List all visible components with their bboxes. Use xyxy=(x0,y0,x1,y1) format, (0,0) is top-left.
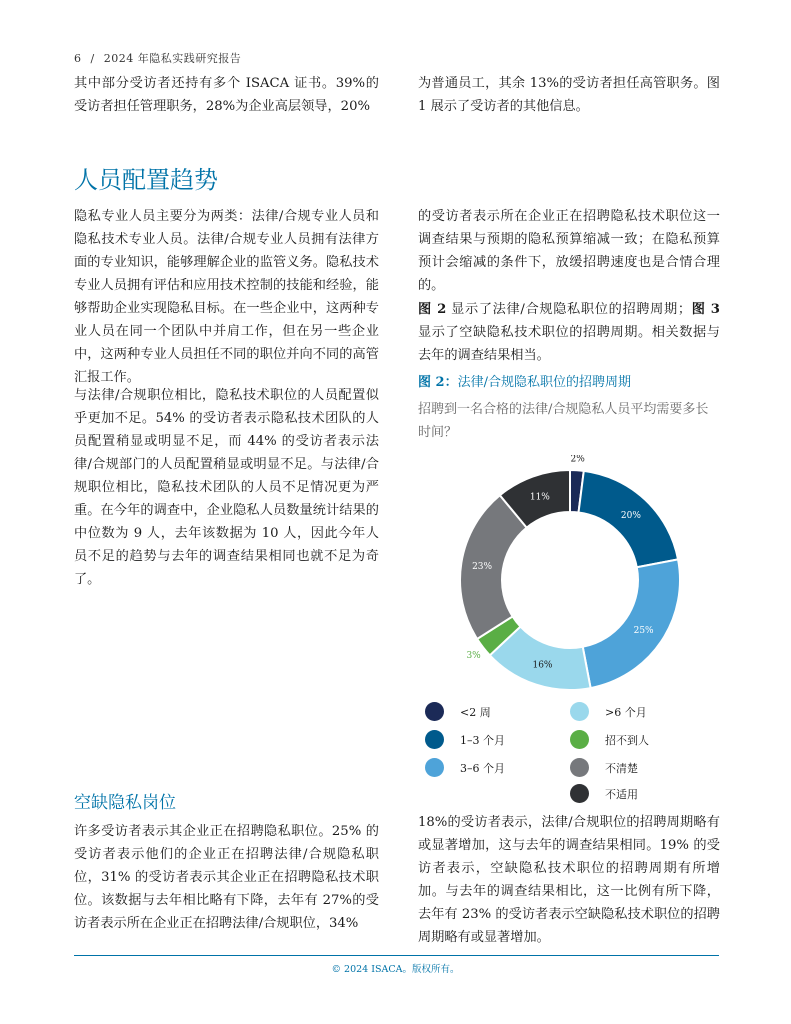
footer-divider xyxy=(74,955,719,956)
legend-item-unknown xyxy=(570,758,638,777)
legend-swatch xyxy=(425,702,444,721)
staffing-paragraph-1: 隐私专业人员主要分为两类：法律/合规专业人员和隐私技术专业人员。法律/合规专业人员拥有法律方面的专业知识，能够理解企业的监管义务。隐私技术专业人员拥有评估和应用技术控制的技能和经验，能够帮助企业实现隐私目标。在一些企业中，这两种专业人员在同一个团队中并肩工作，但在另一些企业中，这两种专业人员担任不同的职位并向不同的高管汇报工作。 xyxy=(74,209,379,385)
legend-item-unable-to-hire xyxy=(570,730,649,749)
figure3-ref-text: 显示了空缺隐私技术职位的招聘周期。相关数据与去年的调查结果相当。 xyxy=(418,325,720,363)
slice-under-2-weeks-label: 2% xyxy=(570,455,585,465)
staffing-paragraph-2: 与法律/合规职位相比，隐私技术职位的人员配置似乎更加不足。54% 的受访者表示隐私技术团队的人员配置稍显或明显不足，而 44% 的受访者表示法律/合规部门的人员配置稍显或明显不足。与法律/合规职位相比，隐私技术团队的人员不足情况更为严重。在今年的调查中，企业隐私人员数量统计结果的中位数为 9 人，去年该数据为 10 人，因此今年人员不足的趋势与去年的调查结果相同也就不足为奇了。 xyxy=(74,388,379,587)
legend-label: >6 个月 xyxy=(605,705,647,719)
legend-label: 不清楚 xyxy=(605,761,638,775)
figure3-ref: 图 3 xyxy=(691,302,720,317)
open-positions-paragraph: 许多受访者表示其企业正在招聘隐私职位。25% 的受访者表示他们的企业正在招聘法律/合规隐私职位，31% 的受访者表示其企业正在招聘隐私技术职位。该数据与去年相比略有下降，去年有 27%的受访者表示所在企业正在招聘法律/合规职位，34% xyxy=(74,824,379,931)
page-number: 6 xyxy=(74,52,82,65)
document-title: 2024 年隐私实践研究报告 xyxy=(103,52,242,65)
slice-3-6-months xyxy=(583,559,680,688)
legend-label: 招不到人 xyxy=(605,733,649,747)
legend-item-1-3-months xyxy=(425,730,505,749)
legend-label: 3–6 个月 xyxy=(460,761,505,775)
legend-swatch xyxy=(425,730,444,749)
recruitment-cycle-donut-chart xyxy=(450,455,690,705)
section-title-open-positions: 空缺隐私岗位 xyxy=(74,793,176,813)
hiring-budget-paragraph: 的受访者表示所在企业正在招聘隐私技术职位这一调查结果与预期的隐私预算缩减一致；在隐私预算预计会缩减的条件下，放缓招聘速度也是合情合理的。 xyxy=(418,209,720,293)
legend-swatch xyxy=(570,702,589,721)
header-separator: / xyxy=(90,52,95,65)
legend-item-under-2-weeks xyxy=(425,702,491,721)
slice-over-6-months-label: 16% xyxy=(532,660,553,671)
legend-label: 不适用 xyxy=(605,787,638,801)
left-top-paragraph: 其中部分受访者还持有多个 ISACA 证书。39%的受访者担任管理职务，28%为企业高层领导，20% xyxy=(74,76,379,114)
figure-label xyxy=(418,371,631,390)
legend-label: 1–3 个月 xyxy=(460,733,505,747)
section-title-staffing: 人员配置趋势 xyxy=(74,166,218,194)
running-header xyxy=(74,50,241,66)
slice-not-applicable-label: 11% xyxy=(529,492,550,503)
slice-3-6-months-label: 25% xyxy=(633,626,654,637)
legend-swatch xyxy=(570,730,589,749)
figure-reference-paragraph xyxy=(418,298,720,367)
recruitment-cycle-paragraph: 18%的受访者表示，法律/合规职位的招聘周期略有或显著增加，这与去年的调查结果相同。19% 的受访者表示，空缺隐私技术职位的招聘周期有所增加。与去年的调查结果相比，这一比例有所下降，去年有 23% 的受访者表示空缺隐私技术职位的招聘周期略有或显著增加。 xyxy=(418,815,720,945)
legend-item-3-6-months xyxy=(425,758,505,777)
legend-swatch xyxy=(425,758,444,777)
legend-label: <2 周 xyxy=(460,705,491,719)
legend-swatch xyxy=(570,784,589,803)
slice-unable-to-hire-label: 3% xyxy=(466,650,481,661)
copyright-footer: © 2024 ISACA。版权所有。 xyxy=(331,964,460,975)
figure-label-text: 法律/合规隐私职位的招聘周期 xyxy=(457,375,631,390)
legend-item-over-6-months xyxy=(570,702,647,721)
figure2-ref: 图 2 xyxy=(418,302,447,317)
legend-item-not-applicable xyxy=(570,784,638,803)
figure2-ref-text: 显示了法律/合规隐私职位的招聘周期； xyxy=(446,302,692,317)
slice-unknown-label: 23% xyxy=(472,562,493,573)
right-top-paragraph: 为普通员工，其余 13%的受访者担任高管职务。图 1 展示了受访者的其他信息。 xyxy=(418,76,720,114)
legend-swatch xyxy=(570,758,589,777)
figure-label-prefix: 图 2： xyxy=(418,375,458,390)
figure-question: 招聘到一名合格的法律/合规隐私人员平均需要多长时间？ xyxy=(418,402,709,440)
slice-1-3-months-label: 20% xyxy=(620,511,641,522)
